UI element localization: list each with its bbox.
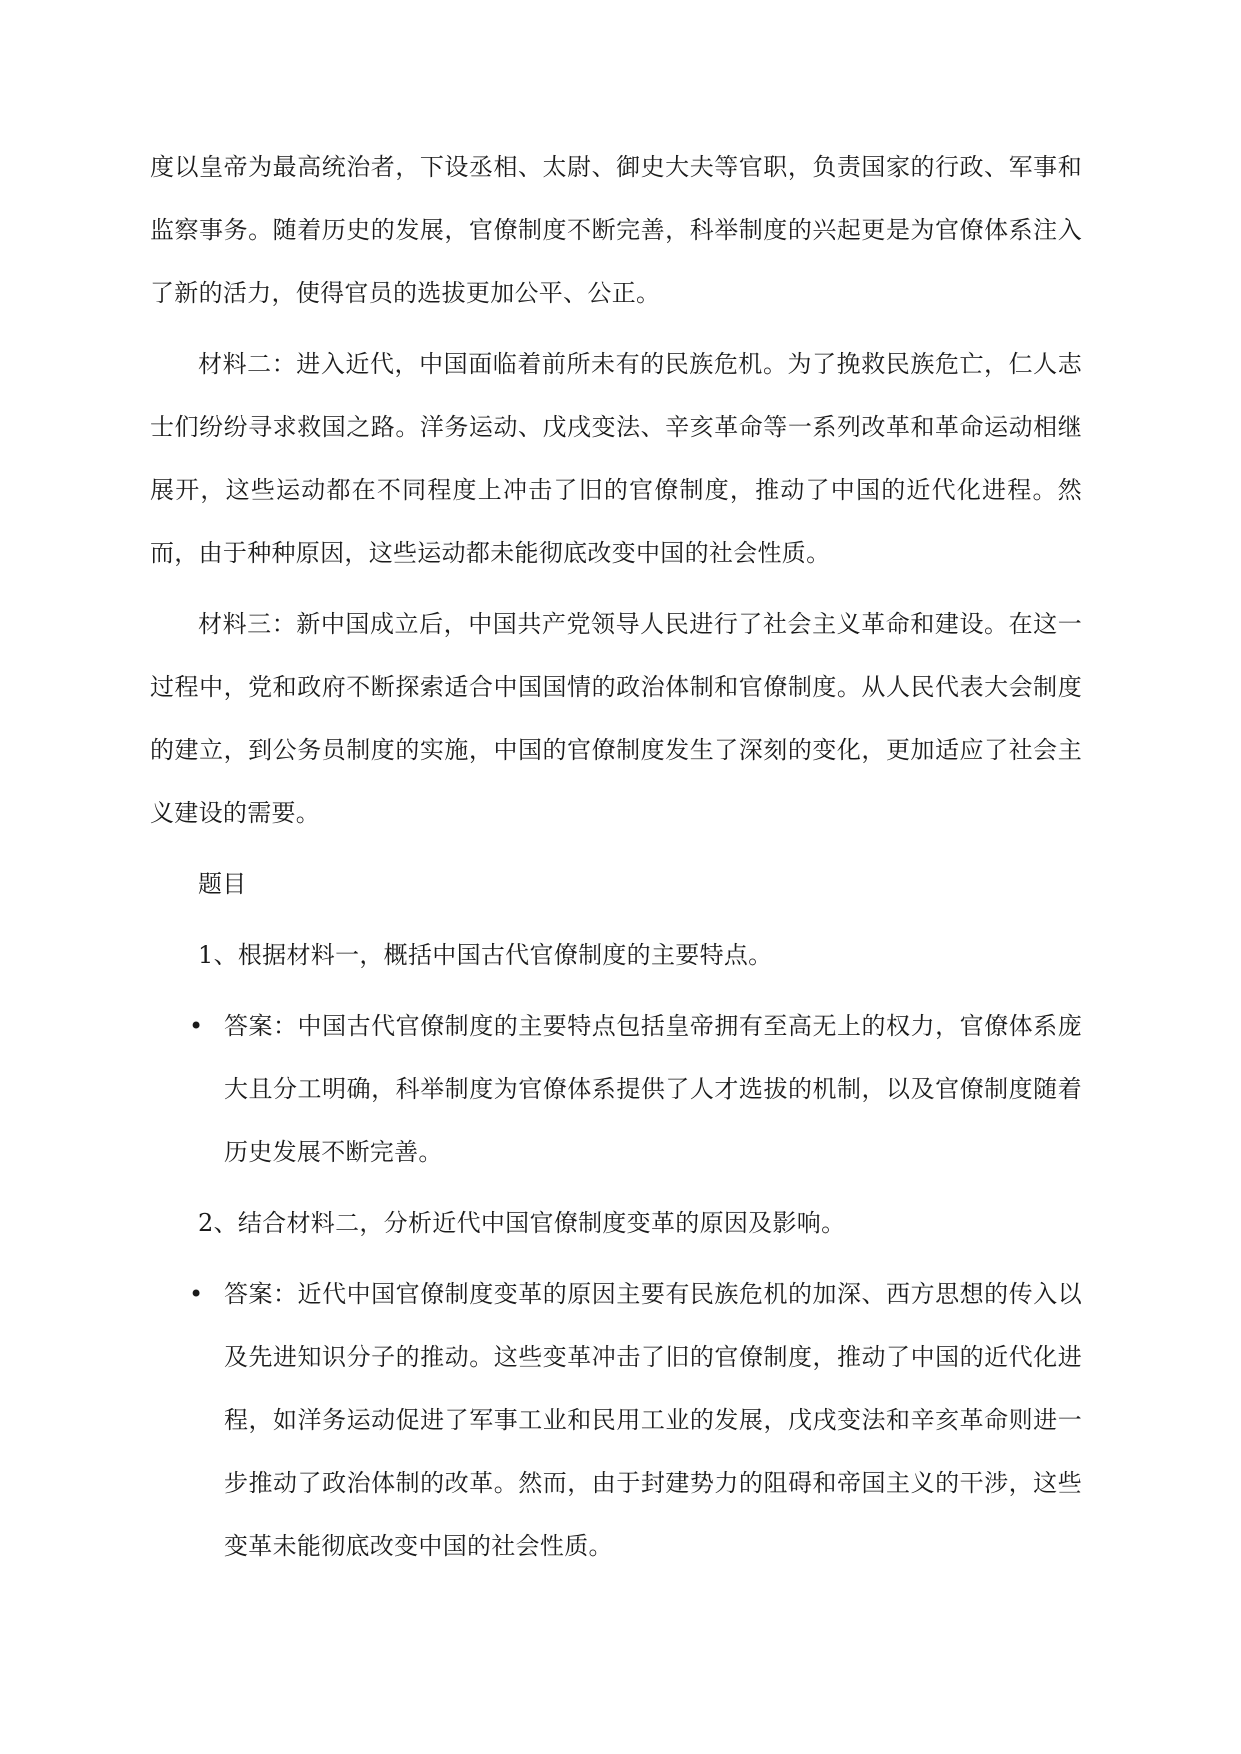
answer-2-item: [150, 1263, 1082, 1578]
paragraph-material-three: 材料三：新中国成立后，中国共产党领导人民进行了社会主义革命和建设。在这一过程中，党和政府不断探索适合中国国情的政治体制和官僚制度。从人民代表大会制度的建立，到公务员制度的实施，中国的官僚制度发生了深刻的变化，更加适应了社会主义建设的需要。: [150, 610, 1082, 827]
questions-heading: 题目: [198, 870, 247, 898]
question-1: 1、根据材料一，概括中国古代官僚制度的主要特点。: [198, 941, 773, 969]
paragraph-intro-continuation: 度以皇帝为最高统治者，下设丞相、太尉、御史大夫等官职，负责国家的行政、军事和监察事务。随着历史的发展，官僚制度不断完善，科举制度的兴起更是为官僚体系注入了新的活力，使得官员的选拔更加公平、公正。: [150, 153, 1082, 307]
answer-2: 答案：近代中国官僚制度变革的原因主要有民族危机的加深、西方思想的传入以及先进知识分子的推动。这些变革冲击了旧的官僚制度，推动了中国的近代化进程，如洋务运动促进了军事工业和民用工业的发展，戊戌变法和辛亥革命则进一步推动了政治体制的改革。然而，由于封建势力的阻碍和帝国主义的干涉，这些变革未能彻底改变中国的社会性质。: [224, 1280, 1082, 1560]
answer-1-item: [150, 995, 1082, 1184]
paragraph-material-two: 材料二：进入近代，中国面临着前所未有的民族危机。为了挽救民族危亡，仁人志士们纷纷寻求救国之路。洋务运动、戊戌变法、辛亥革命等一系列改革和革命运动相继展开，这些运动都在不同程度上冲击了旧的官僚制度，推动了中国的近代化进程。然而，由于种种原因，这些运动都未能彻底改变中国的社会性质。: [150, 350, 1082, 567]
question-2: 2、结合材料二，分析近代中国官僚制度变革的原因及影响。: [198, 1209, 846, 1237]
bullet-icon: •: [189, 1012, 204, 1040]
document-body: [150, 136, 1082, 1586]
bullet-icon: •: [189, 1280, 204, 1308]
answer-1: 答案：中国古代官僚制度的主要特点包括皇帝拥有至高无上的权力，官僚体系庞大且分工明确，科举制度为官僚体系提供了人才选拔的机制，以及官僚制度随着历史发展不断完善。: [224, 1012, 1082, 1166]
